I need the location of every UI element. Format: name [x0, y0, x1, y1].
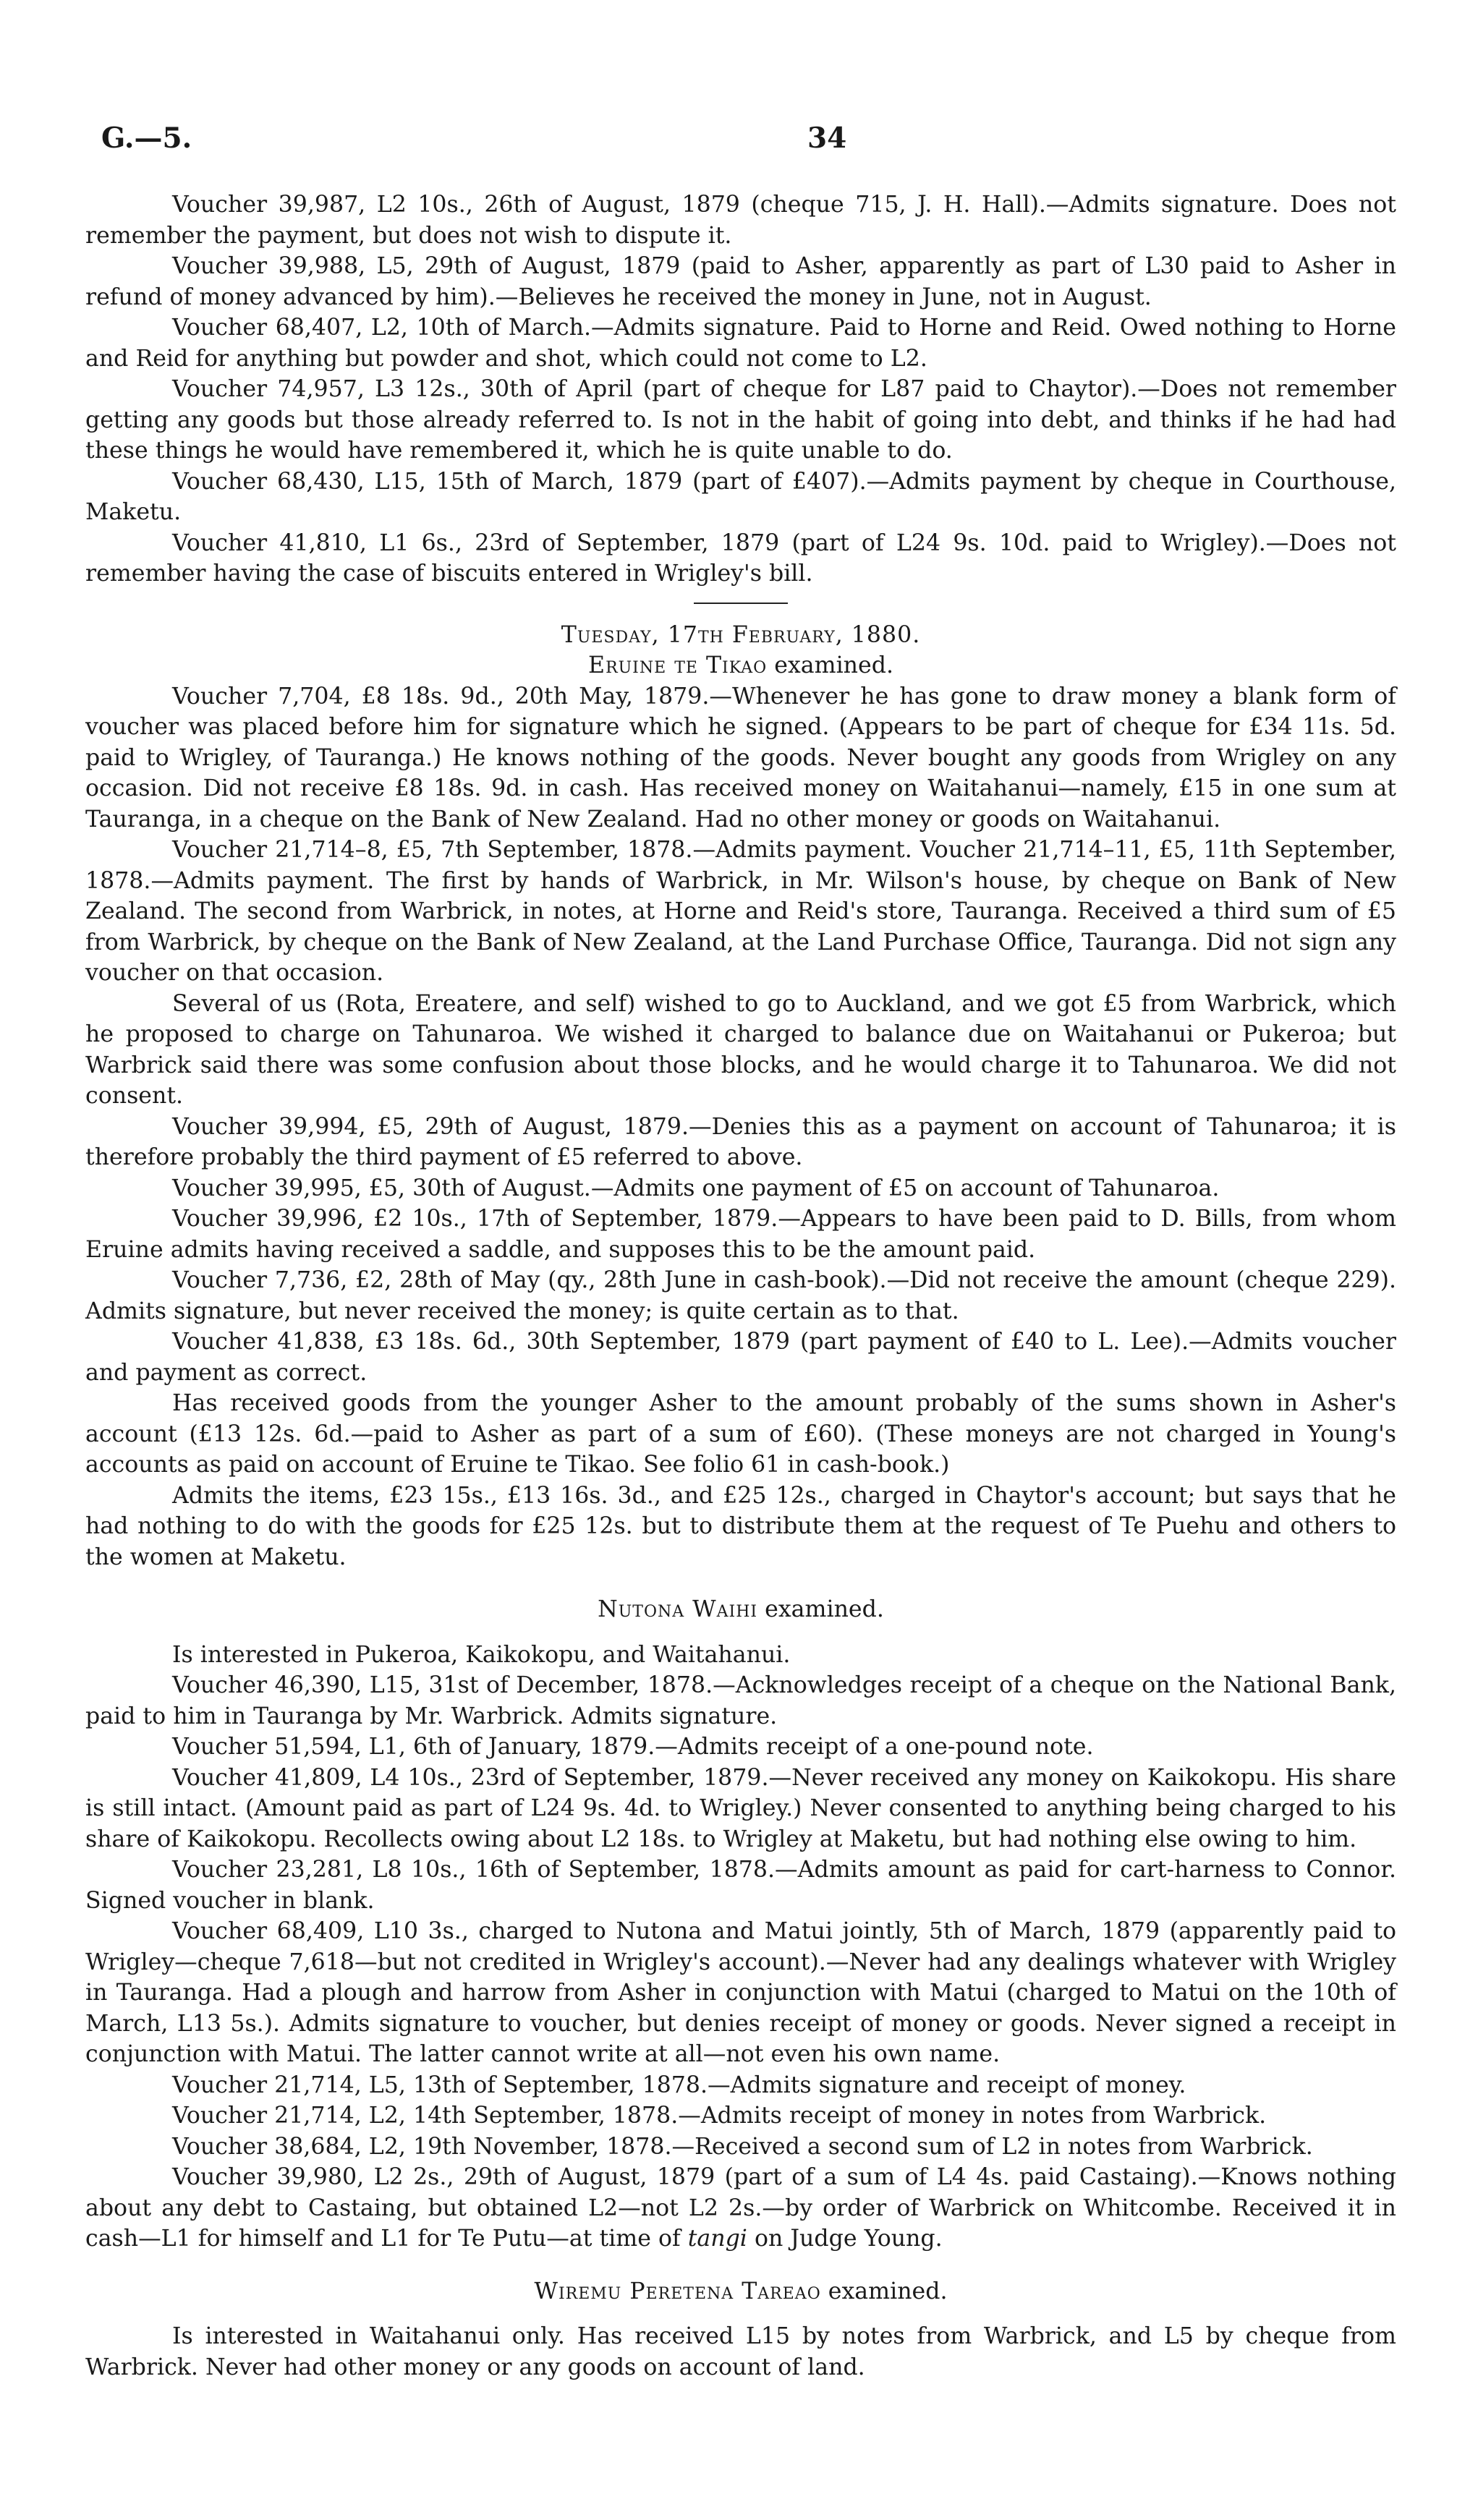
paragraph: Voucher 7,704, £8 18s. 9d., 20th May, 1879.—Whenever he has gone to draw money a blank form of voucher was placed before him for signature which he signed. (Appears to be part of cheque for £34 11s. 5d. paid to Wrigley, of Tauranga.) He knows nothing of the goods. Never bought any goods from Wrigley on any occasion. Did not receive £8 18s. 9d. in cash. Has received money on Waitahanui—namely, £15 in one sum at Tauranga, in a cheque on the Bank of New Zealand. Had no other money or goods on Waitahanui. [85, 683, 1396, 833]
document-reference: G.—5. [101, 122, 192, 155]
paragraph: Voucher 68,407, L2, 10th of March.—Admits signature. Paid to Horne and Reid. Owed nothing to Horne and Reid for anything but powder and shot, which could not come to L2. [85, 315, 1396, 372]
paragraph: Admits the items, £23 15s., £13 16s. 3d., and £25 12s., charged in Chaytor's account; but says that he had nothing to do with the goods for £25 12s. but to distribute them at the request of Te Puehu and others to the women at Maketu. [85, 1482, 1396, 1570]
witness-heading-suffix: examined. [757, 1596, 884, 1622]
page-number: 34 [807, 122, 847, 155]
paragraph: Voucher 39,995, £5, 30th of August.—Admits one payment of £5 on account of Tahunaroa. [172, 1175, 1220, 1201]
paragraph: Voucher 46,390, L15, 31st of December, 1878.—Acknowledges receipt of a cheque on the National Bank, paid to him in Tauranga by Mr. Warbrick. Admits signature. [85, 1672, 1396, 1729]
paragraph: Voucher 38,684, L2, 19th November, 1878.—Received a second sum of L2 in notes from Warbrick. [172, 2133, 1313, 2160]
paragraph: Voucher 39,994, £5, 29th of August, 1879.—Denies this as a payment on account of Tahunaroa; it is therefore probably the third payment of £5 referred to above. [85, 1113, 1396, 1170]
paragraph: Voucher 68,409, L10 3s., charged to Nutona and Matui jointly, 5th of March, 1879 (apparently paid to Wrigley—cheque 7,618—but not credited in Wrigley's account).—Never had any dealings whatever with Wrigley in Tauranga. Had a plough and harrow from Asher in conjunction with Matui (charged to Matui on the 10th of March, L13 5s.). Admits signature to voucher, but denies receipt of money or goods. Never signed a receipt in conjunction with Matui. The latter cannot write at all—not even his own name. [85, 1918, 1396, 2067]
paragraph-text: on Judge Young. [747, 2226, 943, 2252]
paragraph: Voucher 21,714–8, £5, 7th September, 1878.—Admits payment. Voucher 21,714–11, £5, 11th September, 1878.—Admits payment. The first by hands of Warbrick, in Mr. Wilson's house, by cheque on Bank of New Zealand. The second from Warbrick, in notes, at Horne and Reid's store, Tauranga. Received a third sum of £5 from Warbrick, by cheque on the Bank of New Zealand, at the Land Purchase Office, Tauranga. Did not sign any voucher on that occasion. [85, 837, 1396, 986]
paragraph: Voucher 7,736, £2, 28th of May (qy., 28th June in cash-book).—Did not receive the amount (cheque 229). Admits signature, but never received the money; is quite certain as to that. [85, 1267, 1396, 1324]
witness-heading [85, 1594, 1396, 1625]
paragraph: Is interested in Pukeroa, Kaikokopu, and Waitahanui. [172, 1641, 791, 1668]
document-body [85, 190, 1396, 2383]
paragraph: Has received goods from the younger Asher to the amount probably of the sums shown in Asher's account (£13 12s. 6d.—paid to Asher as part of a sum of £60). (These moneys are not charged in Young's accounts as paid on account of Eruine te Tikao. See folio 61 in cash-book.) [85, 1390, 1396, 1478]
paragraph: Voucher 21,714, L5, 13th of September, 1878.—Admits signature and receipt of money. [172, 2072, 1186, 2098]
paragraph: Voucher 39,987, L2 10s., 26th of August, 1879 (cheque 715, J. H. Hall).—Admits signature. Does not remember the payment, but does not wish to dispute it. [85, 192, 1396, 249]
paragraph: Voucher 51,594, L1, 6th of January, 1879.—Admits receipt of a one-pound note. [172, 1734, 1094, 1760]
witness-heading [85, 2276, 1396, 2307]
witness-name: Nutona Waihi [598, 1596, 758, 1622]
date-heading: Tuesday, 17th February, 1880. [561, 621, 921, 648]
paragraph: Voucher 21,714, L2, 14th September, 1878.—Admits receipt of money in notes from Warbrick. [172, 2103, 1267, 2129]
paragraph: Voucher 74,957, L3 12s., 30th of April (part of cheque for L87 paid to Chaytor).—Does not remember getting any goods but those already referred to. Is not in the habit of going into debt, and thinks if he had had these things he would have remembered it, which he is quite unable to do. [85, 376, 1396, 464]
witness-name: Eruine te Tikao [588, 652, 768, 678]
witness-heading-suffix: examined. [767, 652, 893, 678]
paragraph: Voucher 41,809, L4 10s., 23rd of September, 1879.—Never received any money on Kaikokopu. His share is still intact. (Amount paid as part of L24 9s. 4d. to Wrigley.) Never consented to anything being charged to his share of Kaikokopu. Recollects owing about L2 18s. to Wrigley at Maketu, but had nothing else owing to him. [85, 1764, 1396, 1852]
paragraph: Several of us (Rota, Ereatere, and self) wished to go to Auckland, and we got £5 from Warbrick, which he proposed to charge on Tahunaroa. We wished it charged to balance due on Waitahanui or Pukeroa; but Warbrick said there was some confusion about those blocks, and he would charge it to Tahunaroa. We did not consent. [85, 990, 1396, 1109]
paragraph: Is interested in Waitahanui only. Has received L15 by notes from Warbrick, and L5 by cheque from Warbrick. Never had other money or any goods on account of land. [85, 2323, 1396, 2380]
paragraph: Voucher 41,838, £3 18s. 6d., 30th September, 1879 (part payment of £40 to L. Lee).—Admits voucher and payment as correct. [85, 1329, 1396, 1386]
witness-heading-suffix: examined. [820, 2278, 948, 2304]
witness-name: Wiremu Peretena Tareao [534, 2278, 821, 2304]
witness-heading [85, 650, 1396, 681]
page-header [85, 122, 1396, 165]
italic-term: tangi [687, 2226, 747, 2252]
paragraph: Voucher 23,281, L8 10s., 16th of September, 1878.—Admits amount as paid for cart-harness to Connor. Signed voucher in blank. [85, 1857, 1396, 1914]
section-divider [694, 603, 788, 604]
paragraph-text: Voucher 39,980, L2 2s., 29th of August, 1879 (part of a sum of L4 4s. paid Castaing).—Knows nothing about any debt to Castaing, but obtained L2—not L2 2s.—by order of Warbrick on Whitcombe. Received it in cash—L1 for himself and L1 for Te Putu—at time of [85, 2164, 1396, 2252]
paragraph: Voucher 68,430, L15, 15th of March, 1879 (part of £407).—Admits payment by cheque in Courthouse, Maketu. [85, 468, 1396, 525]
paragraph: Voucher 39,988, L5, 29th of August, 1879 (paid to Asher, apparently as part of L30 paid to Asher in refund of money advanced by him).—Believes he received the money in June, not in August. [85, 253, 1396, 310]
paragraph [85, 2162, 1396, 2255]
paragraph: Voucher 39,996, £2 10s., 17th of September, 1879.—Appears to have been paid to D. Bills, from whom Eruine admits having received a saddle, and supposes this to be the amount paid. [85, 1206, 1396, 1263]
paragraph: Voucher 41,810, L1 6s., 23rd of September, 1879 (part of L24 9s. 10d. paid to Wrigley).—Does not remember having the case of biscuits entered in Wrigley's bill. [85, 529, 1396, 587]
